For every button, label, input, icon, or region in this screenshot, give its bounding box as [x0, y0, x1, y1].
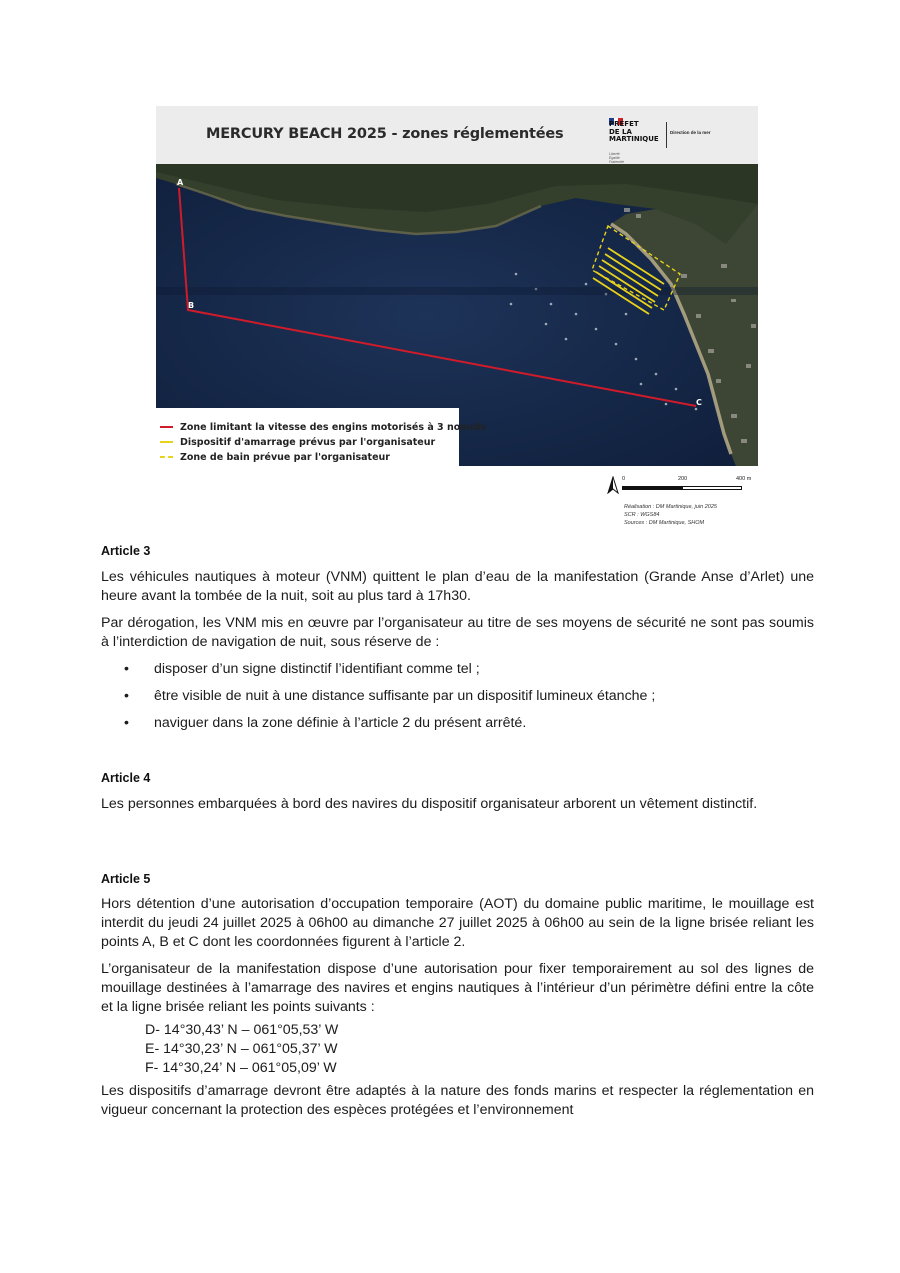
article-3-heading: Article 3	[101, 544, 151, 558]
legend-yellow-dashed-swatch	[160, 456, 173, 458]
article-4-heading: Article 4	[101, 771, 151, 785]
point-c-label: C	[696, 398, 702, 407]
legend-item: Dispositif d'amarrage prévus par l'organisateur	[160, 435, 435, 449]
prefet-name: PRÉFET DE LA MARTINIQUE	[609, 120, 659, 143]
coordinate-d: D- 14°30,43’ N – 061°05,53’ W	[145, 1022, 339, 1038]
logo-separator	[666, 122, 667, 148]
article-5-paragraph-1: Hors détention d’une autorisation d’occupation temporaire (AOT) du domaine public maritime, le mouillage est interdit du jeudi 24 juillet 2025 à 06h00 au dimanche 27 juillet 2025 à 06h00 au sein de la ligne brisée reliant les points A, B et C dont les coordonnées figurent à l’article 2.	[101, 896, 814, 950]
map-credits: Réalisation : DM Martinique, juin 2025 SCR : WGS84 Sources : DM Martinique, SHOM	[624, 504, 717, 526]
article-3-paragraph-2: Par dérogation, les VNM mis en œuvre par l’organisateur au titre de ses moyens de sécurité ne sont pas soumis à l’interdiction de navigation de nuit, sous réserve de :	[101, 615, 814, 650]
scale-and-credits	[606, 476, 806, 536]
direction-name: Direction de la mer	[670, 130, 711, 135]
coordinate-e: E- 14°30,23’ N – 061°05,37’ W	[145, 1041, 338, 1057]
scale-label-0: 0	[622, 476, 626, 482]
map-figure	[156, 106, 758, 466]
republic-motto: Liberté Égalité Fraternité	[609, 152, 624, 164]
north-arrow-icon	[606, 476, 620, 494]
map-legend	[156, 408, 486, 466]
map-header	[156, 106, 758, 164]
article-5-paragraph-3: Les dispositifs d’amarrage devront être adaptés à la nature des fonds marins et respecter la réglementation en vigueur concernant la protection des espèces protégées et l’environnement	[101, 1083, 814, 1118]
point-a-label: A	[177, 178, 184, 187]
prefet-logo	[608, 112, 758, 162]
article-5-heading: Article 5	[101, 872, 151, 886]
point-b-label: B	[188, 301, 195, 310]
coordinate-f: F- 14°30,24’ N – 061°05,09’ W	[145, 1060, 337, 1076]
legend-item: Zone de bain prévue par l'organisateur	[160, 450, 390, 464]
list-item: • naviguer dans la zone définie à l’article 2 du présent arrêté.	[124, 715, 527, 731]
scale-label-400: 400 m	[736, 476, 752, 482]
legend-yellow-line-swatch	[160, 441, 173, 443]
legend-item: Zone limitant la vitesse des engins motorisés à 3 noeuds	[160, 420, 486, 434]
legend-red-line-swatch	[160, 426, 173, 428]
marianne-flag-icon	[609, 112, 623, 119]
scale-label-200: 200	[678, 476, 688, 482]
article-4-paragraph-1: Les personnes embarquées à bord des navires du dispositif organisateur arborent un vêtement distinctif.	[101, 796, 758, 812]
article-3-paragraph-1: Les véhicules nautiques à moteur (VNM) quittent le plan d’eau de la manifestation (Grande Anse d’Arlet) une heure avant la tombée de la nuit, soit au plus tard à 17h30.	[101, 569, 814, 604]
scale-bar	[622, 486, 742, 490]
article-5-paragraph-2: L’organisateur de la manifestation dispose d’une autorisation pour fixer temporairement au sol des lignes de mouillage destinées à l’amarrage des navires et engins nautiques à l’intérieur d’un périmètre défini entre la côte et la ligne brisée reliant les points suivants :	[101, 961, 814, 1015]
map-title: MERCURY BEACH 2025 - zones réglementées	[206, 126, 564, 142]
list-item: • être visible de nuit à une distance suffisante par un dispositif lumineux étanche ;	[124, 688, 656, 704]
list-item: • disposer d’un signe distinctif l’identifiant comme tel ;	[124, 661, 480, 677]
